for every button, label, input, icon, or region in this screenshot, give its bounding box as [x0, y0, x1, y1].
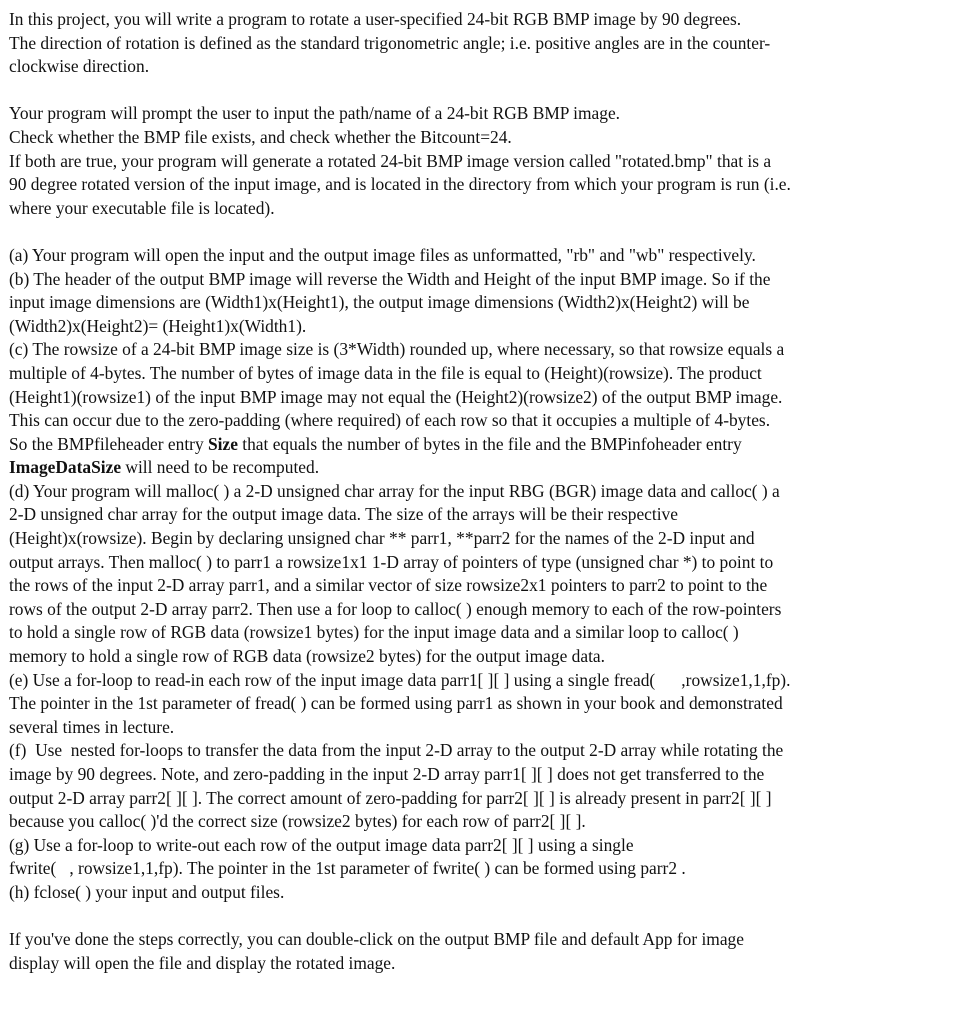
paragraph-gap	[9, 79, 943, 103]
paragraph-gap	[9, 905, 943, 929]
step-d-line: memory to hold a single row of RGB data (rowsize2 bytes) for the output image data.	[9, 646, 605, 667]
step-e-line: several times in lecture.	[9, 716, 175, 737]
step-g-line: (g) Use a for-loop to write-out each row of the output image data parr2[ ][ ] using a single	[9, 834, 634, 855]
step-b-line: input image dimensions are (Width1)x(Height1), the output image dimensions (Width2)x(Height2) will be	[9, 292, 750, 313]
steps-list	[9, 244, 943, 905]
text-fragment: that equals the number of bytes in the file and the BMPinfoheader entry	[237, 433, 742, 454]
step-d-line: rows of the output 2-D array parr2. Then use a for loop to calloc( ) enough memory to each of the row-pointers	[9, 598, 782, 619]
step-b-line: (Width2)x(Height2)= (Height1)x(Width1).	[9, 315, 307, 336]
step-c-line: This can occur due to the zero-padding (where required) of each row so that it occupies a multiple of 4-bytes.	[9, 410, 771, 431]
step-g-line: fwrite( , rowsize1,1,fp). The pointer in the 1st parameter of fwrite( ) can be formed using parr2 .	[9, 858, 686, 879]
step-e-line: (e) Use a for-loop to read-in each row of the input image data parr1[ ][ ] using a single fread( ,rowsize1,1,fp).	[9, 669, 791, 690]
step-f-line: (f) Use nested for-loops to transfer the data from the input 2-D array to the output 2-D array while rotating the	[9, 740, 784, 761]
step-d-line: (d) Your program will malloc( ) a 2-D unsigned char array for the input RBG (BGR) image data and calloc( ) a	[9, 480, 780, 501]
prompt-line: where your executable file is located).	[9, 197, 275, 218]
step-f-line: because you calloc( )'d the correct size (rowsize2 bytes) for each row of parr2[ ][ ].	[9, 811, 586, 832]
step-c-line: multiple of 4-bytes. The number of bytes of image data in the file is equal to (Height)(rowsize). The product	[9, 362, 762, 383]
closing-line: If you've done the steps correctly, you can double-click on the output BMP file and default App for image	[9, 929, 744, 950]
intro-paragraph	[9, 8, 943, 79]
size-term: Size	[207, 433, 238, 454]
step-c-line-imagedatasize	[9, 456, 943, 480]
intro-line: The direction of rotation is defined as the standard trigonometric angle; i.e. positive angles are in the counter-	[9, 32, 771, 53]
text-fragment: will need to be recomputed.	[121, 457, 320, 478]
prompt-line: If both are true, your program will generate a rotated 24-bit BMP image version called "rotated.bmp" that is a	[9, 150, 772, 171]
step-d-line: 2-D unsigned char array for the output image data. The size of the arrays will be their respective	[9, 504, 678, 525]
step-f-line: output 2-D array parr2[ ][ ]. The correct amount of zero-padding for parr2[ ][ ] is already present in parr2[ ][ ]	[9, 787, 772, 808]
prompt-line: 90 degree rotated version of the input image, and is located in the directory from which your program is run (i.e.	[9, 174, 791, 195]
paragraph-gap	[9, 220, 943, 244]
step-c-line: (Height1)(rowsize1) of the input BMP image may not equal the (Height2)(rowsize2) of the output BMP image.	[9, 386, 783, 407]
prompt-paragraph	[9, 102, 943, 220]
step-c-line-size	[9, 433, 943, 457]
step-b-line: (b) The header of the output BMP image will reverse the Width and Height of the input BMP image. So if the	[9, 268, 771, 289]
step-c-line: (c) The rowsize of a 24-bit BMP image size is (3*Width) rounded up, where necessary, so that rowsize equals a	[9, 339, 785, 360]
intro-line: In this project, you will write a program to rotate a user-specified 24-bit RGB BMP image by 90 degrees.	[9, 9, 742, 29]
prompt-line: Check whether the BMP file exists, and check whether the Bitcount=24.	[9, 126, 512, 147]
step-d-line: output arrays. Then malloc( ) to parr1 a rowsize1x1 1-D array of pointers of type (unsigned char *) to point to	[9, 551, 774, 572]
closing-line: display will open the file and display the rotated image.	[9, 952, 396, 973]
prompt-line: Your program will prompt the user to input the path/name of a 24-bit RGB BMP image.	[9, 103, 621, 124]
step-f-line: image by 90 degrees. Note, and zero-padding in the input 2-D array parr1[ ][ ] does not get transferred to the	[9, 764, 765, 784]
step-d-line: the rows of the input 2-D array parr1, and a similar vector of size rowsize2x1 pointers to parr2 to point to the	[9, 575, 768, 596]
step-a-line: (a) Your program will open the input and the output image files as unformatted, "rb" and "wb" respectively.	[9, 244, 756, 265]
step-d-line: (Height)x(rowsize). Begin by declaring unsigned char ** parr1, **parr2 for the names of the 2-D input and	[9, 528, 755, 549]
step-h-line: (h) fclose( ) your input and output files.	[9, 881, 285, 902]
intro-line: clockwise direction.	[9, 56, 150, 77]
image-data-size-term: ImageDataSize	[9, 457, 122, 478]
step-d-line: to hold a single row of RGB data (rowsize1 bytes) for the input image data and a similar loop to calloc( )	[9, 622, 739, 643]
text-fragment: So the BMPfileheader entry	[9, 433, 208, 454]
step-e-line: The pointer in the 1st parameter of fread( ) can be formed using parr1 as shown in your book and demonstrated	[9, 693, 783, 714]
closing-paragraph	[9, 928, 943, 975]
